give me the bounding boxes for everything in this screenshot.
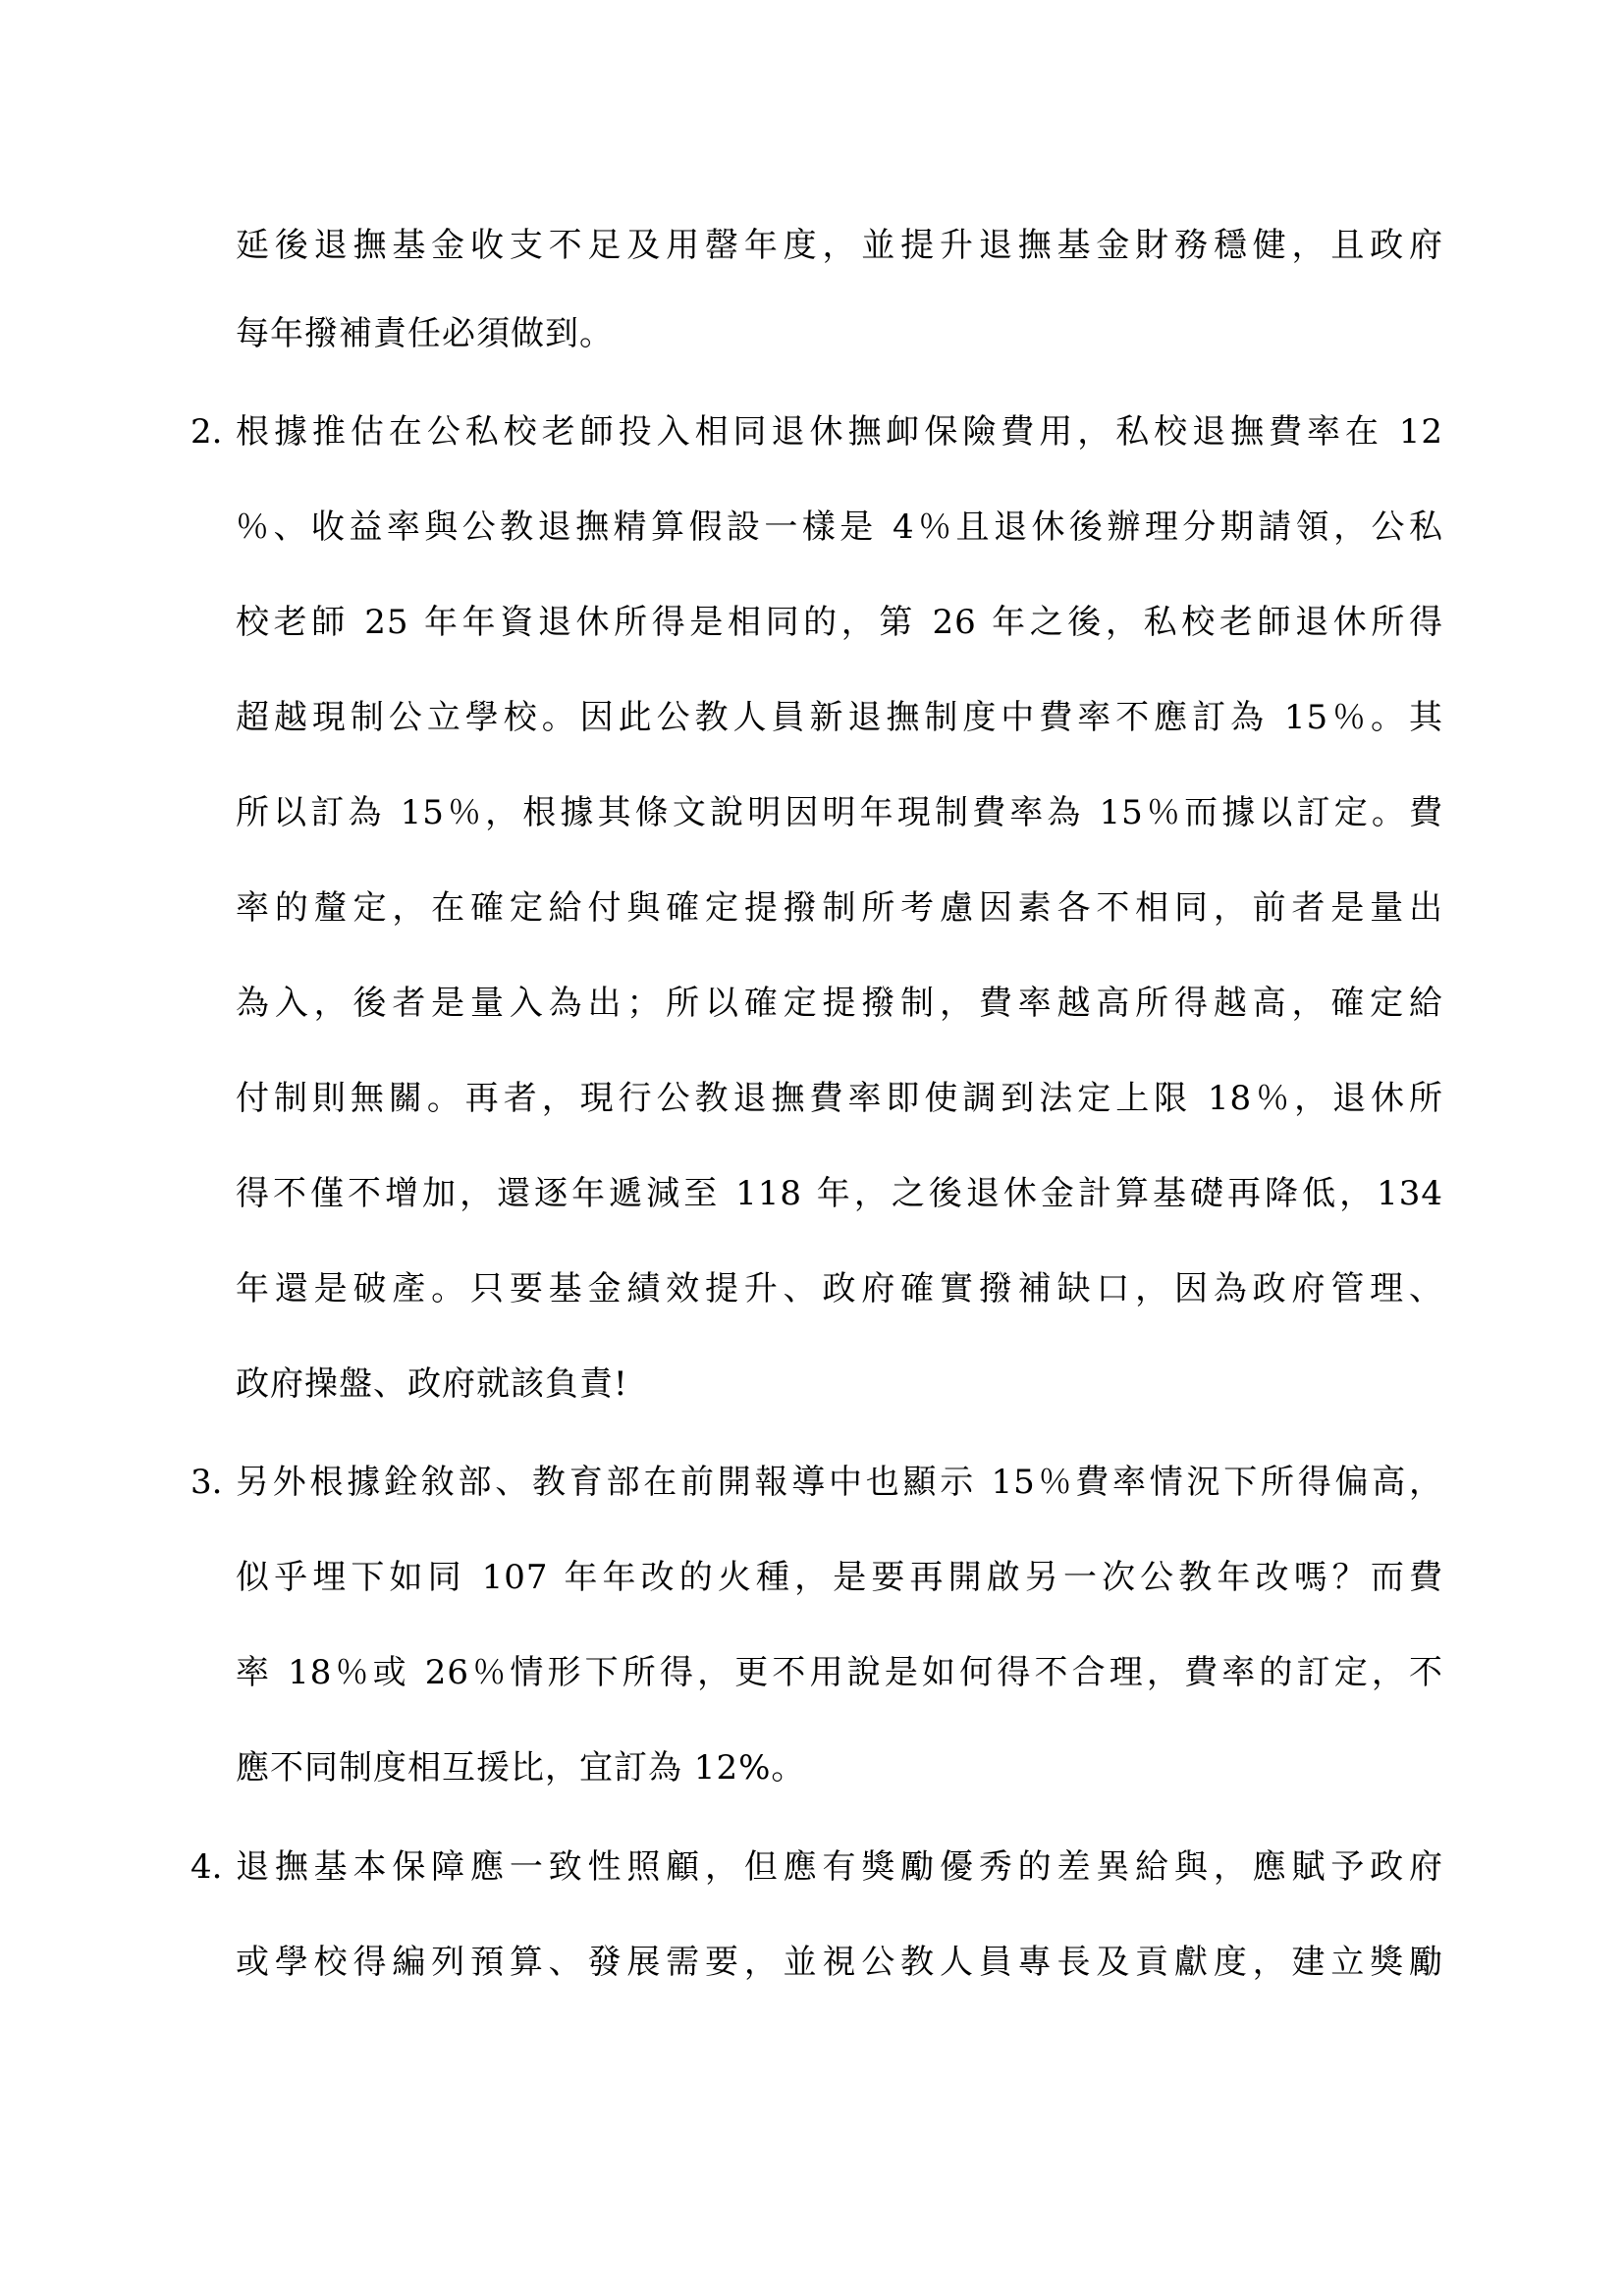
text-line: 超越現制公立學校。因此公教人員新退撫制度中費率不應訂為 15％。其 (236, 698, 1443, 737)
text-line: 所以訂為 15％，根據其條文說明因明年現制費率為 15％而據以訂定。費 (236, 793, 1443, 832)
text-line: 校老師 25 年年資退休所得是相同的，第 26 年之後，私校老師退休所得 (236, 603, 1443, 642)
text-line: 應不同制度相互援比，宜訂為 12%。 (236, 1748, 806, 1788)
text-line: 每年撥補責任必須做到。 (236, 314, 614, 353)
text-line: 得不僅不增加，還逐年遞減至 118 年，之後退休金計算基礎再降低，134 (236, 1174, 1443, 1213)
list-item-number: 4. (190, 1847, 223, 1887)
text-line: 付制則無關。再者，現行公教退撫費率即使調到法定上限 18％，退休所 (236, 1079, 1443, 1118)
text-line: 延後退撫基金收支不足及用罄年度，並提升退撫基金財務穩健，且政府 (236, 226, 1443, 265)
list-item-number: 2. (190, 412, 223, 452)
text-line: 年還是破產。只要基金績效提升、政府確實撥補缺口，因為政府管理、 (236, 1269, 1443, 1308)
text-line: 為入，後者是量入為出；所以確定提撥制，費率越高所得越高，確定給 (236, 984, 1443, 1023)
text-line: 率的釐定，在確定給付與確定提撥制所考慮因素各不相同，前者是量出 (236, 888, 1443, 928)
text-line: ％、收益率與公教退撫精算假設一樣是 4％且退休後辦理分期請領，公私 (236, 507, 1443, 547)
text-line: 另外根據銓敘部、教育部在前開報導中也顯示 15％費率情況下所得偏高， (236, 1463, 1443, 1502)
text-line: 似乎埋下如同 107 年年改的火種，是要再開啟另一次公教年改嗎？而費 (236, 1558, 1443, 1597)
text-line: 根據推估在公私校老師投入相同退休撫卹保險費用，私校退撫費率在 12 (236, 412, 1443, 452)
text-line: 率 18％或 26％情形下所得，更不用說是如何得不合理，費率的訂定，不 (236, 1653, 1443, 1692)
list-item-number: 3. (190, 1463, 223, 1502)
text-line: 或學校得編列預算、發展需要，並視公教人員專長及貢獻度，建立獎勵 (236, 1943, 1443, 1982)
text-line: 政府操盤、政府就該負責! (236, 1364, 628, 1404)
text-line: 退撫基本保障應一致性照顧，但應有獎勵優秀的差異給與，應賦予政府 (236, 1847, 1443, 1887)
